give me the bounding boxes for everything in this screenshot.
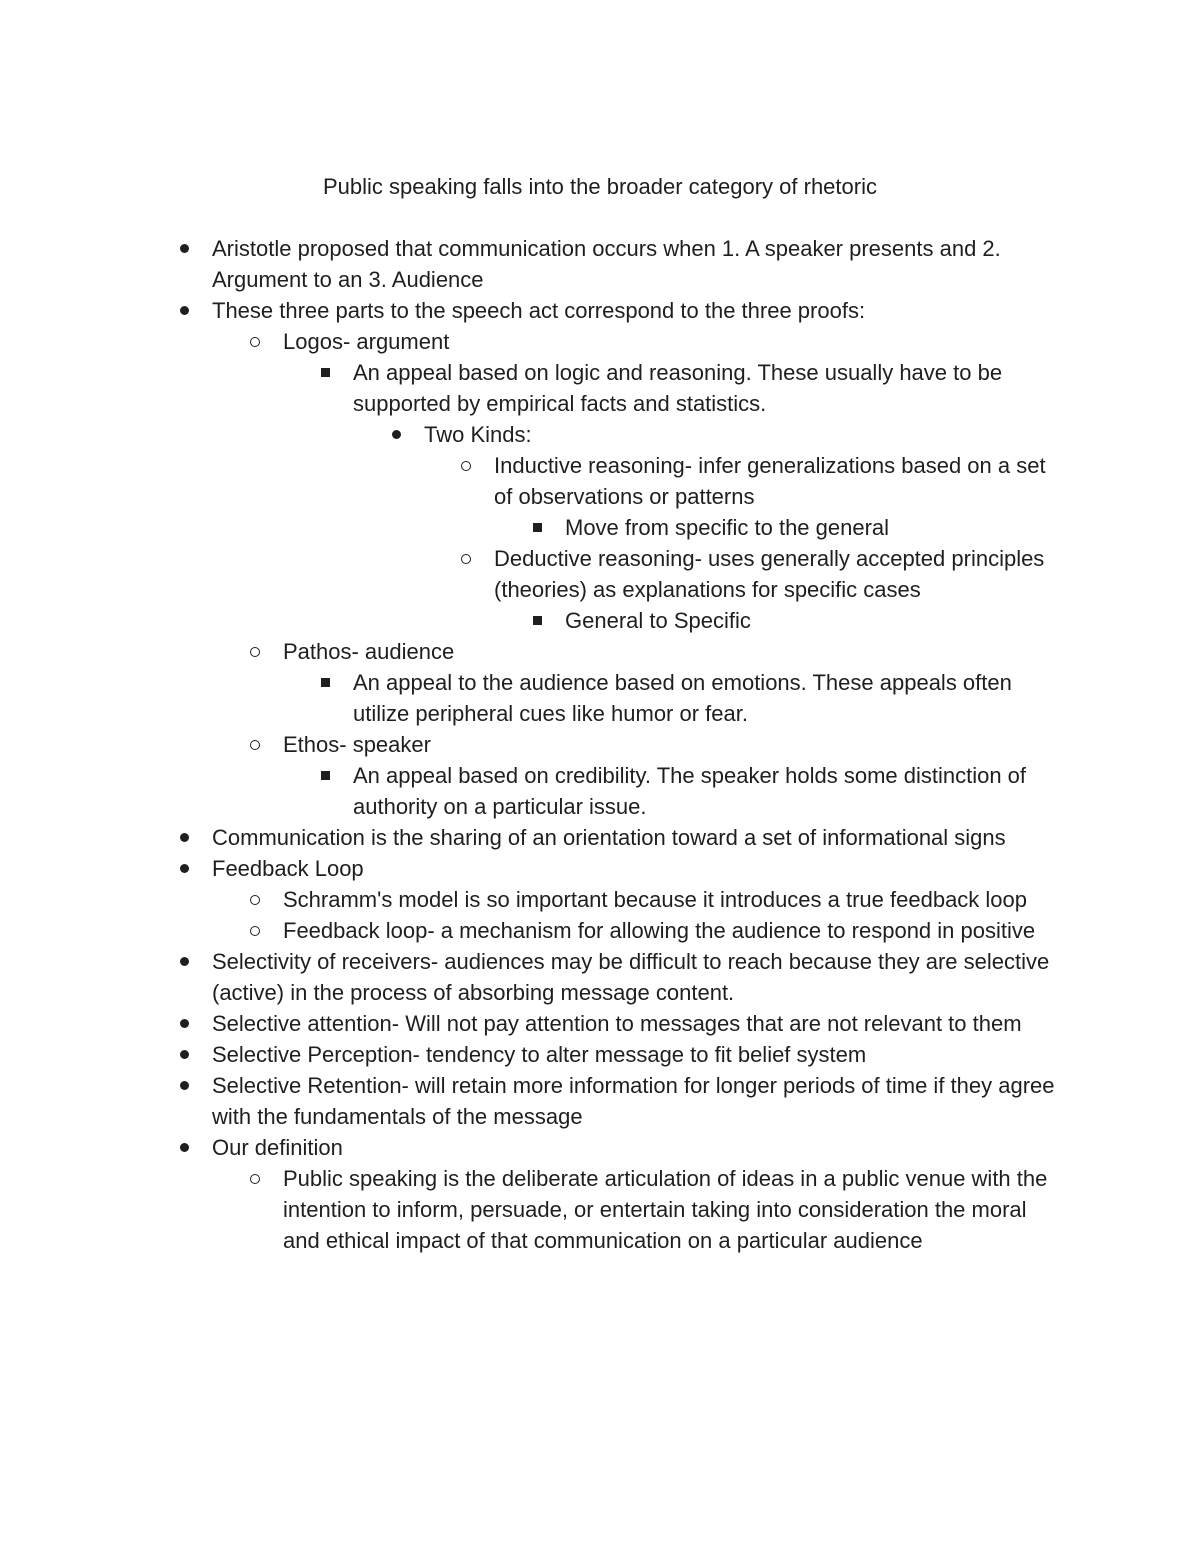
hollow-bullet-icon [245, 636, 265, 667]
hollow-bullet-icon [456, 450, 476, 481]
filled-bullet-icon [174, 233, 194, 264]
list-item-text: Logos- argument [283, 329, 450, 354]
list-item [494, 450, 1062, 512]
list-item-text: An appeal based on logic and reasoning. These usually have to be supported by empirical facts and statistics. [353, 360, 1003, 416]
filled-bullet-icon [174, 1039, 194, 1070]
list-item [353, 667, 1061, 729]
square-bullet-icon [315, 667, 335, 698]
list-item [353, 760, 1061, 822]
list-item [212, 946, 1062, 1008]
list-item-text: Selective attention- Will not pay attention to messages that are not relevant to them [212, 1011, 1022, 1036]
list-item [353, 357, 1061, 419]
list-item-text: Selective Perception- tendency to alter message to fit belief system [212, 1042, 867, 1067]
list-item [283, 636, 1058, 667]
list-item-text: An appeal based on credibility. The speaker holds some distinction of authority on a particular issue. [353, 763, 1027, 819]
hollow-bullet-icon [456, 543, 476, 574]
list-item [283, 1163, 1058, 1256]
square-bullet-icon [527, 605, 547, 636]
list-item-text: Our definition [212, 1135, 343, 1160]
list-item-text: These three parts to the speech act correspond to the three proofs: [212, 298, 866, 323]
list-item [212, 295, 1062, 326]
square-bullet-icon [315, 357, 335, 388]
list-item [565, 605, 1062, 636]
square-bullet-icon [315, 760, 335, 791]
list-item-text: Move from specific to the general [565, 515, 890, 540]
list-item-text: Schramm's model is so important because it introduces a true feedback loop [283, 887, 1028, 912]
hollow-bullet-icon [245, 1163, 265, 1194]
filled-bullet-icon [174, 1008, 194, 1039]
list-item-text: Feedback loop- a mechanism for allowing the audience to respond in positive [283, 918, 1036, 943]
filled-bullet-icon [174, 946, 194, 977]
list-item [424, 419, 1064, 450]
list-item-text: Selective Retention- will retain more information for longer periods of time if they agree with the fundamentals of the message [212, 1073, 1055, 1129]
hollow-bullet-icon [245, 915, 265, 946]
filled-bullet-icon [174, 295, 194, 326]
filled-bullet-icon [174, 822, 194, 853]
list-item-text: Feedback Loop [212, 856, 364, 881]
list-item-text: Pathos- audience [283, 639, 455, 664]
list-item-text: Communication is the sharing of an orientation toward a set of informational signs [212, 825, 1006, 850]
hollow-bullet-icon [245, 729, 265, 760]
list-item [212, 233, 1062, 295]
list-item-text: Selectivity of receivers- audiences may be difficult to reach because they are selective (active) in the process of absorbing message content. [212, 949, 1050, 1005]
list-item [212, 1008, 1062, 1039]
list-item-text: Public speaking is the deliberate articulation of ideas in a public venue with the intention to inform, persuade, or entertain taking into consideration the moral and ethical impact of that communication on a particular audience [283, 1166, 1048, 1253]
filled-bullet-icon [174, 1070, 194, 1101]
list-item [283, 884, 1058, 915]
list-item-text: Ethos- speaker [283, 732, 431, 757]
list-item-text: Deductive reasoning- uses generally accepted principles (theories) as explanations for specific cases [494, 546, 1045, 602]
filled-bullet-icon [174, 853, 194, 884]
hollow-bullet-icon [245, 884, 265, 915]
hollow-bullet-icon [245, 326, 265, 357]
list-item-text: General to Specific [565, 608, 751, 633]
list-item [283, 915, 1058, 946]
list-item [212, 822, 1062, 853]
list-item [283, 326, 1058, 357]
list-item [212, 1039, 1062, 1070]
list-item [494, 543, 1062, 605]
list-item-text: Two Kinds: [424, 422, 532, 447]
list-item [283, 729, 1058, 760]
list-item-text: An appeal to the audience based on emotions. These appeals often utilize peripheral cues like humor or fear. [353, 670, 1012, 726]
list-item [565, 512, 1062, 543]
list-item [212, 1132, 1062, 1163]
document-title: Public speaking falls into the broader category of rhetoric [323, 174, 877, 199]
list-item [212, 853, 1062, 884]
bullet-outline [0, 233, 1200, 1256]
filled-bullet-icon [174, 1132, 194, 1163]
list-item-text: Inductive reasoning- infer generalizations based on a set of observations or patterns [494, 453, 1046, 509]
list-item-text: Aristotle proposed that communication occurs when 1. A speaker presents and 2. Argument to an 3. Audience [212, 236, 1001, 292]
filled-bullet-icon [386, 419, 406, 450]
square-bullet-icon [527, 512, 547, 543]
list-item [212, 1070, 1062, 1132]
